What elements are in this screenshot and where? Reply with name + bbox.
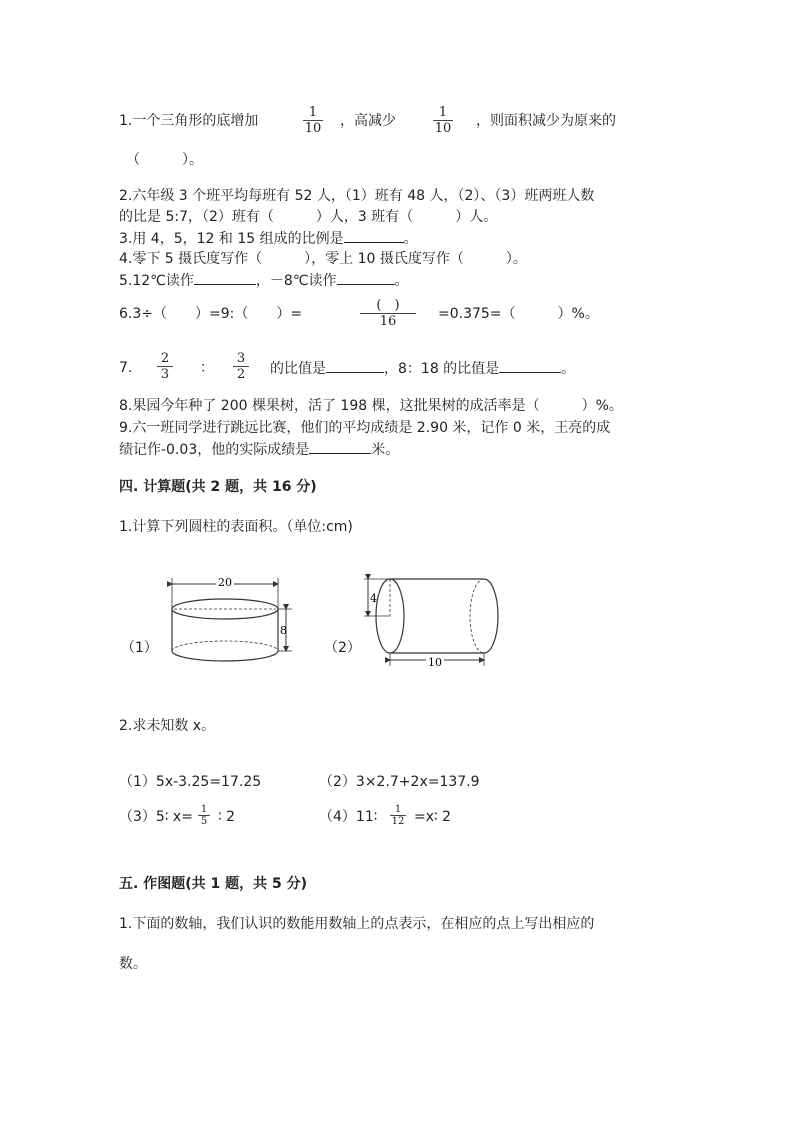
q9-text-b: 米。 — [371, 442, 400, 458]
q7-fraction-1 — [157, 351, 173, 382]
answer-blank[interactable] — [499, 358, 561, 373]
q5-text-b: ，－8℃读作 — [255, 273, 337, 289]
q7-frac1-num: 2 — [160, 351, 170, 366]
eq4-frac-num: 1 — [394, 804, 402, 815]
q1-frac1-den: 10 — [304, 121, 322, 136]
equation-2: （2）3×2.7+2x=137.9 — [319, 774, 480, 790]
q1-text-c: ，则面积减少为原来的 — [476, 113, 616, 129]
q1-text-a: 1.一个三角形的底增加 — [119, 113, 259, 129]
q7-text-a: 的比值是 — [270, 361, 326, 377]
section5-title: 五. 作图题(共 1 题，共 5 分) — [119, 876, 307, 892]
q5-line — [119, 270, 409, 291]
fig2-label: （2） — [324, 640, 361, 656]
q2-line-1: 2.六年级 3 个班平均每班有 52 人，（1）班有 48 人，（2）、（3）班两班人数 — [119, 188, 595, 204]
q7-end: 。 — [561, 361, 576, 377]
fig2-radius-label: 4 — [370, 592, 377, 605]
section5-q1-line-2: 数。 — [119, 956, 147, 972]
section4-q2-title: 2.求未知数 x。 — [119, 718, 216, 734]
q6-text-a: 6.3÷（ ）=9:（ ）= — [119, 306, 303, 322]
q7-line — [270, 358, 575, 379]
answer-blank[interactable] — [194, 270, 256, 285]
equation-4-a: （4）11∶ — [319, 809, 378, 825]
section5-q1-line-1: 1.下面的数轴，我们认识的数能用数轴上的点表示，在相应的点上写出相应的 — [119, 916, 595, 932]
eq3-frac-num: 1 — [200, 804, 208, 815]
q1-fraction-1 — [303, 105, 323, 136]
cylinder-figure-2 — [362, 574, 504, 672]
eq3-frac-den: 5 — [200, 816, 208, 827]
q7-text-b: ，8：18 的比值是 — [384, 361, 500, 377]
equation-3-a: （3）5∶ x= — [119, 809, 193, 825]
q5-end: 。 — [394, 273, 409, 289]
fig1-width-label: 20 — [218, 576, 232, 589]
fig1-label: （1） — [121, 640, 158, 656]
q6-text-b: =0.375=（ ）%。 — [438, 306, 599, 322]
eq4-frac-den: 12 — [391, 816, 405, 827]
q1-fraction-2 — [433, 105, 453, 136]
equation-4-b: =x∶ 2 — [414, 809, 452, 825]
answer-blank[interactable] — [344, 228, 404, 243]
cylinder-figure-1 — [160, 572, 300, 672]
q1-answer-line: （ ）。 — [126, 152, 203, 168]
q1-frac2-den: 10 — [434, 121, 452, 136]
section4-title: 四. 计算题(共 2 题，共 16 分) — [119, 479, 317, 495]
q7-frac2-den: 2 — [236, 367, 246, 382]
fig2-length-label: 10 — [428, 656, 442, 669]
eq4-fraction — [390, 804, 406, 827]
q9-text-a: 绩记作-0.03，他的实际成绩是 — [119, 442, 310, 458]
section4-q1-title: 1.计算下列圆柱的表面积。（单位:cm) — [119, 519, 353, 535]
q6-fraction — [360, 298, 416, 329]
equation-1: （1）5x-3.25=17.25 — [119, 774, 262, 790]
answer-blank[interactable] — [309, 439, 371, 454]
q9-line-2 — [119, 439, 399, 460]
q8-line: 8.果园今年种了 200 棵果树，活了 198 棵，这批果树的成活率是（ ）%。 — [119, 398, 623, 414]
q1-frac1-num: 1 — [308, 105, 318, 120]
q3-line — [119, 228, 418, 249]
q2-line-2: 的比是 5:7，（2）班有（ ）人，3 班有（ ）人。 — [119, 209, 498, 225]
answer-blank[interactable] — [337, 270, 395, 285]
q5-text-a: 5.12℃读作 — [119, 273, 194, 289]
eq3-fraction — [198, 804, 210, 827]
q1-text-b: ，高减少 — [340, 113, 396, 129]
answer-blank[interactable] — [326, 358, 384, 373]
q7-frac1-den: 3 — [160, 367, 170, 382]
q1-frac2-num: 1 — [438, 105, 448, 120]
q7-colon: ： — [200, 360, 214, 376]
q3-text: 3.用 4，5，12 和 15 组成的比例是 — [119, 231, 344, 247]
q3-end: 。 — [403, 231, 418, 247]
q6-frac-den: 16 — [379, 314, 397, 329]
q6-frac-num: ( ) — [376, 298, 400, 313]
q7-fraction-2 — [233, 351, 249, 382]
equation-3-b: ∶ 2 — [218, 809, 236, 825]
q7-label: 7. — [119, 360, 133, 376]
fig1-height-label: 8 — [280, 624, 287, 637]
q9-line-1: 9.六一班同学进行跳远比赛，他们的平均成绩是 2.90 米，记作 0 米，王亮的成 — [119, 420, 611, 436]
q4-line: 4.零下 5 摄氏度写作（ ），零上 10 摄氏度写作（ ）。 — [119, 251, 527, 267]
q7-frac2-num: 3 — [236, 351, 246, 366]
